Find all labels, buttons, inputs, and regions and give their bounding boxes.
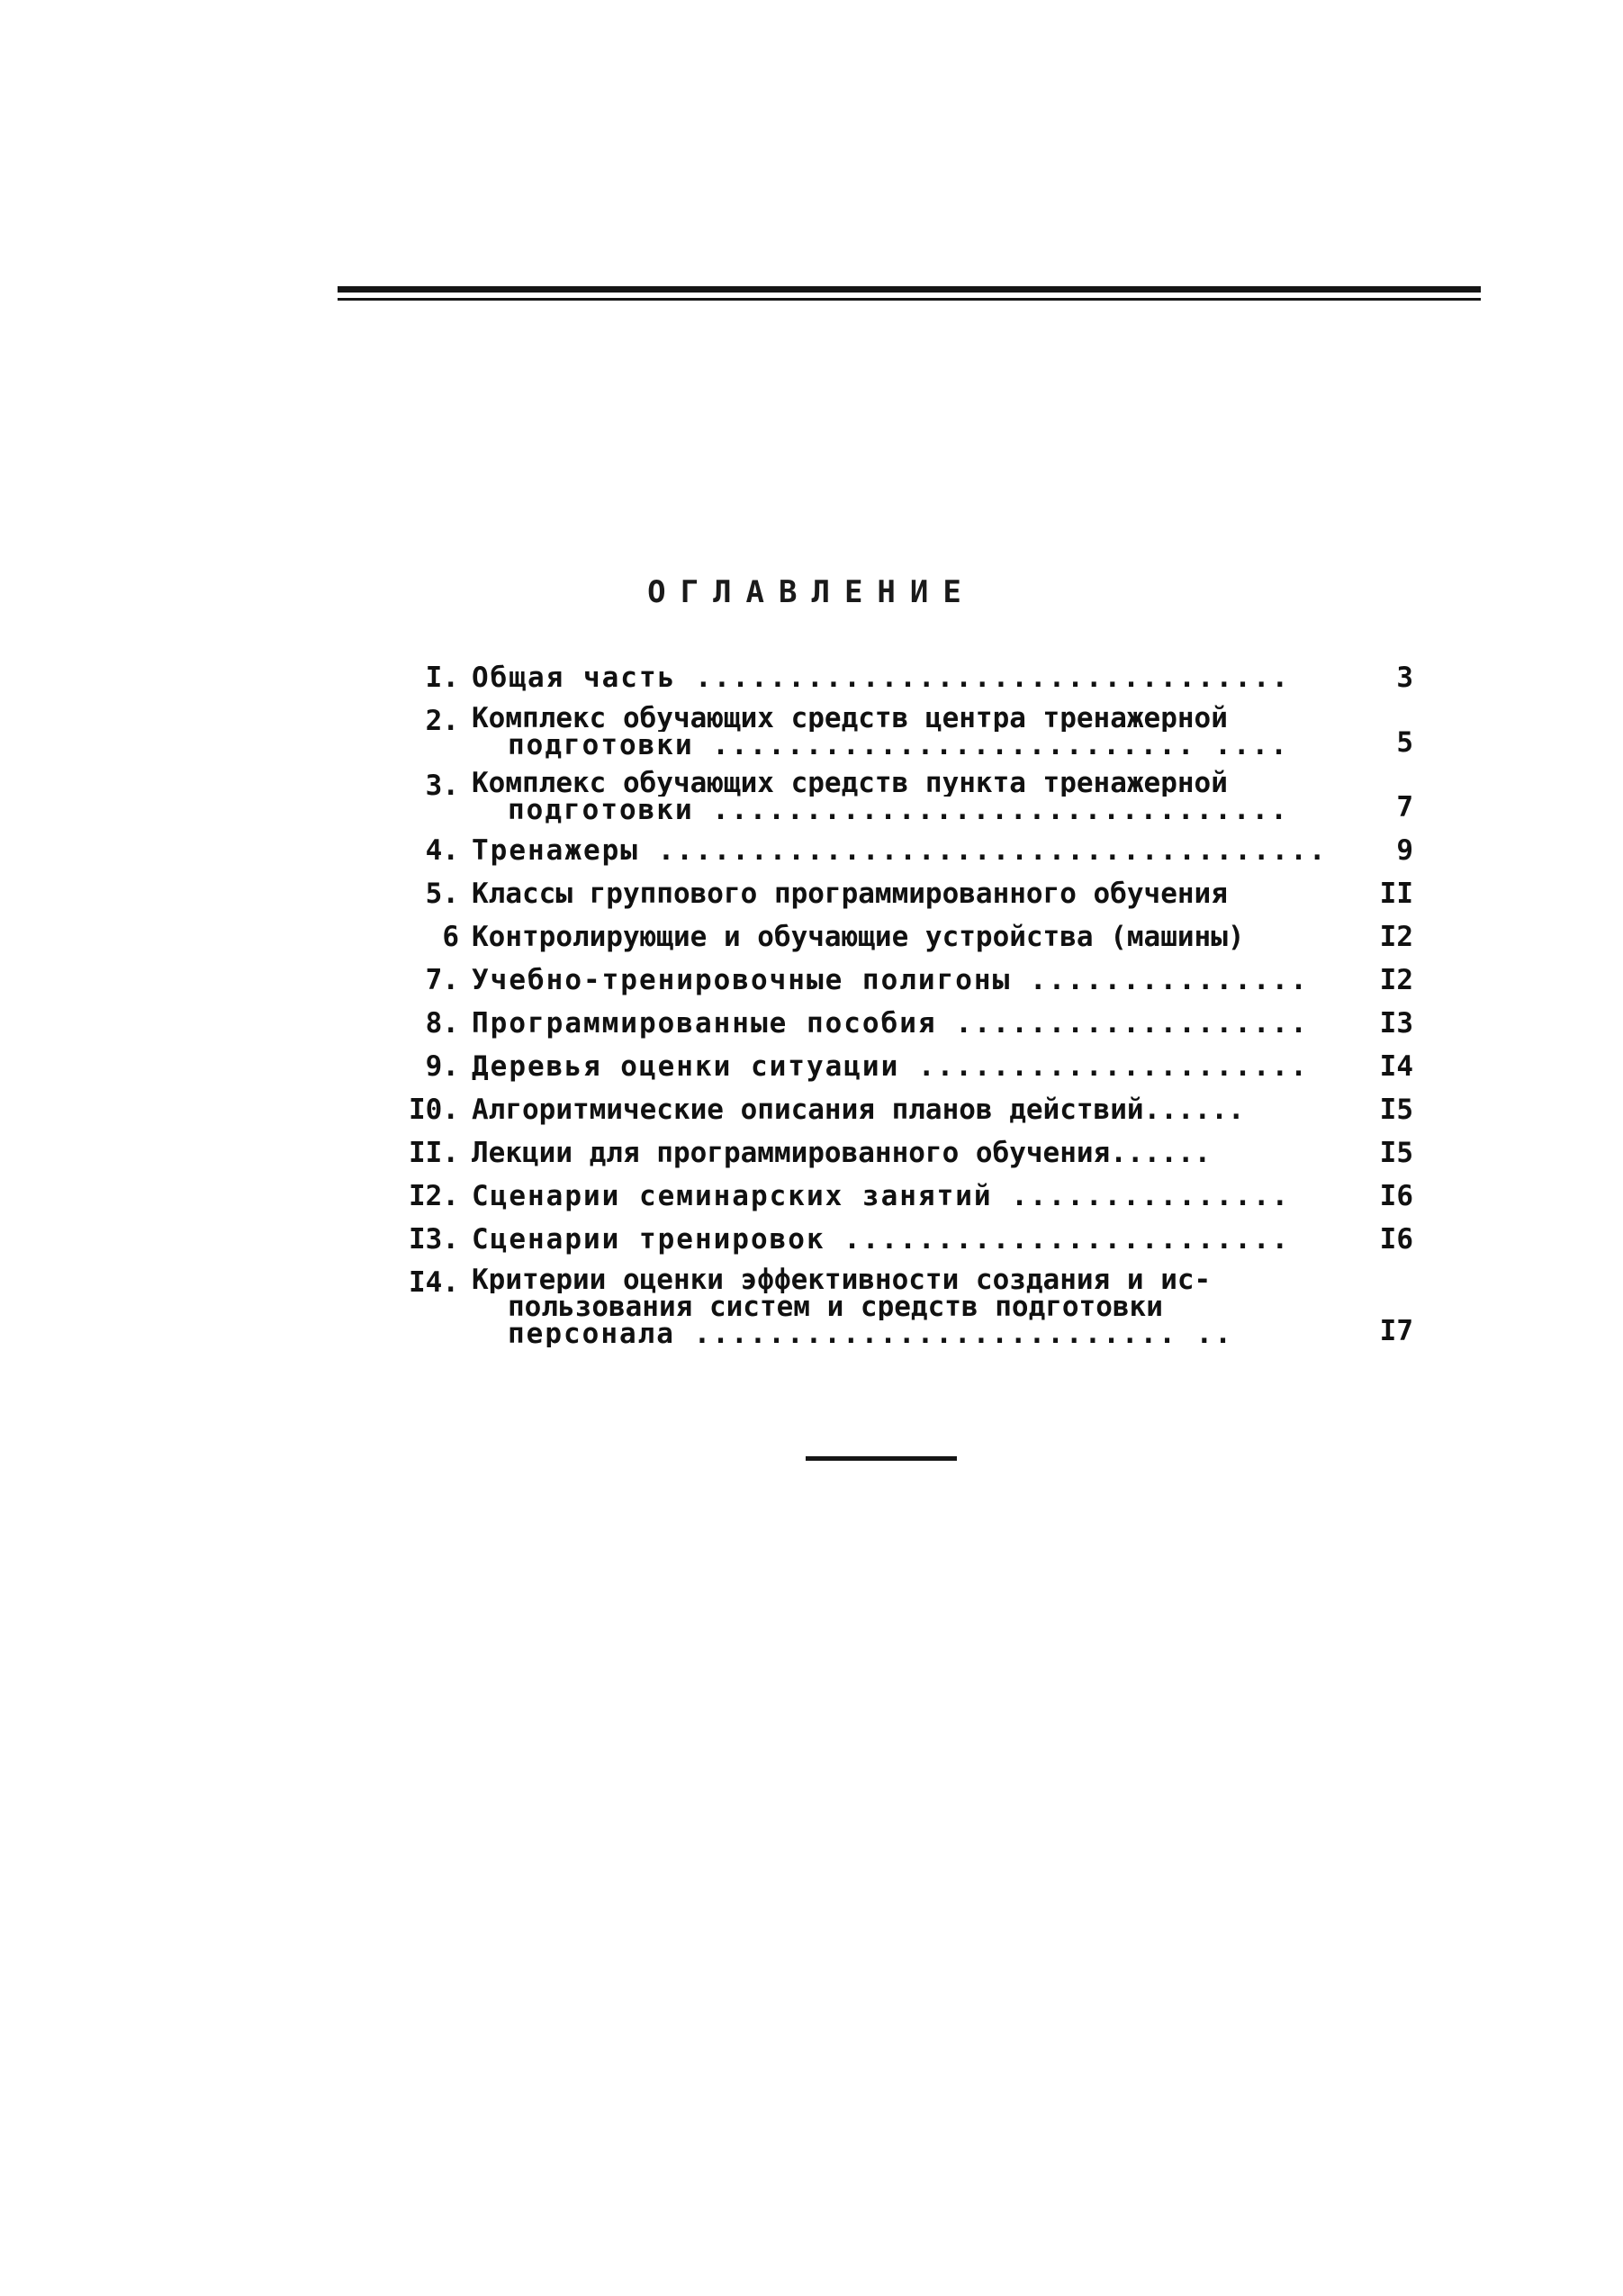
toc-entry-text: [472, 662, 1332, 694]
toc-entry-page: 5: [1396, 726, 1413, 759]
toc-entry-text: [472, 1050, 1332, 1083]
toc-entry-page: I2: [1379, 921, 1413, 953]
toc-entry-number: I3.: [409, 1223, 459, 1256]
bottom-rule: [806, 1456, 957, 1461]
toc-entry-page: 7: [1396, 791, 1413, 824]
toc-entry-text: [472, 770, 1332, 824]
toc-entry-page: I4: [1379, 1050, 1413, 1083]
toc-entry-number: 7.: [425, 964, 459, 996]
toc-entry-number: I2.: [409, 1180, 459, 1212]
toc-entry-number: 4.: [425, 834, 459, 867]
toc-entry-text: [472, 1137, 1332, 1169]
toc-entry: [369, 964, 1413, 996]
toc-entry-line: Сценарии семинарских занятий ...............: [472, 1180, 1291, 1212]
table-of-contents: [369, 662, 1413, 1358]
toc-entry: [369, 834, 1413, 867]
toc-entry-number: 2.: [425, 705, 459, 737]
top-rule-thin: [338, 298, 1481, 301]
toc-entry-line: Учебно-тренировочные полигоны ...............: [472, 964, 1309, 996]
top-double-rule: [338, 286, 1481, 301]
toc-entry-line: Сценарии тренировок ........................: [472, 1223, 1291, 1256]
toc-entry-page: I5: [1379, 1094, 1413, 1126]
toc-entry-text: [472, 1007, 1332, 1040]
toc-entry-text: [472, 1266, 1332, 1347]
toc-entry-number: 6: [442, 921, 459, 953]
toc-entry: [369, 921, 1413, 953]
toc-entry-line: пользования систем и средств подготовки: [508, 1293, 1163, 1320]
toc-entry-page: I3: [1379, 1007, 1413, 1040]
toc-entry: [369, 1007, 1413, 1040]
toc-entry-page: 3: [1396, 662, 1413, 694]
toc-entry-number: 9.: [425, 1050, 459, 1083]
toc-entry-line: Комплекс обучающих средств центра тренажерной: [472, 705, 1228, 732]
toc-entry: [369, 662, 1413, 694]
toc-entry-line: Критерии оценки эффективности создания и ис-: [472, 1266, 1212, 1293]
toc-entry-text: [472, 1180, 1332, 1212]
toc-entry-line: Тренажеры ....................................: [472, 834, 1328, 867]
toc-entry-number: I0.: [409, 1094, 459, 1126]
toc-entry-number: 3.: [425, 770, 459, 802]
toc-entry-text: [472, 964, 1332, 996]
toc-entry-text: [472, 834, 1332, 867]
toc-entry: [369, 1050, 1413, 1083]
toc-entry-line: подготовки ...............................: [508, 797, 1289, 824]
toc-entry: [369, 770, 1413, 824]
toc-entry-number: I.: [425, 662, 459, 694]
toc-entry-text: [472, 705, 1332, 759]
toc-entry: [369, 1180, 1413, 1212]
toc-entry-page: I5: [1379, 1137, 1413, 1169]
toc-entry-number: 5.: [425, 878, 459, 910]
toc-entry-line: Программированные пособия ...................: [472, 1007, 1309, 1040]
toc-entry-number: I4.: [409, 1266, 459, 1299]
toc-entry: [369, 878, 1413, 910]
toc-entry: [369, 1094, 1413, 1126]
toc-entry-page: I6: [1379, 1223, 1413, 1256]
toc-entry-line: Алгоритмические описания планов действий......: [472, 1094, 1245, 1126]
toc-entry-line: Лекции для программированного обучения......: [472, 1137, 1212, 1169]
toc-entry-page: I7: [1379, 1315, 1413, 1347]
toc-entry-line: Комплекс обучающих средств пункта тренажерной: [472, 770, 1228, 797]
toc-entry-line: персонала .......................... ..: [508, 1320, 1233, 1347]
toc-entry-line: Деревья оценки ситуации .....................: [472, 1050, 1309, 1083]
toc-entry-page: I6: [1379, 1180, 1413, 1212]
toc-entry-line: Классы группового программированного обучения: [472, 878, 1228, 910]
toc-entry-page: 9: [1396, 834, 1413, 867]
toc-entry: [369, 1266, 1413, 1347]
page-title: ОГЛАВЛЕНИЕ: [647, 574, 976, 610]
top-rule-thick: [338, 286, 1481, 293]
toc-entry-text: [472, 1094, 1332, 1126]
toc-entry-page: I2: [1379, 964, 1413, 996]
toc-entry-text: [472, 921, 1332, 953]
toc-entry-line: подготовки .......................... ....: [508, 732, 1289, 759]
toc-entry-line: Общая часть ................................: [472, 662, 1291, 694]
toc-entry: [369, 705, 1413, 759]
toc-entry: [369, 1223, 1413, 1256]
toc-entry-number: 8.: [425, 1007, 459, 1040]
toc-entry-number: II.: [409, 1137, 459, 1169]
toc-entry-text: [472, 878, 1332, 910]
toc-entry-page: II: [1379, 878, 1413, 910]
toc-entry-text: [472, 1223, 1332, 1256]
toc-entry-line: Контролирующие и обучающие устройства (машины): [472, 921, 1245, 953]
toc-entry: [369, 1137, 1413, 1169]
